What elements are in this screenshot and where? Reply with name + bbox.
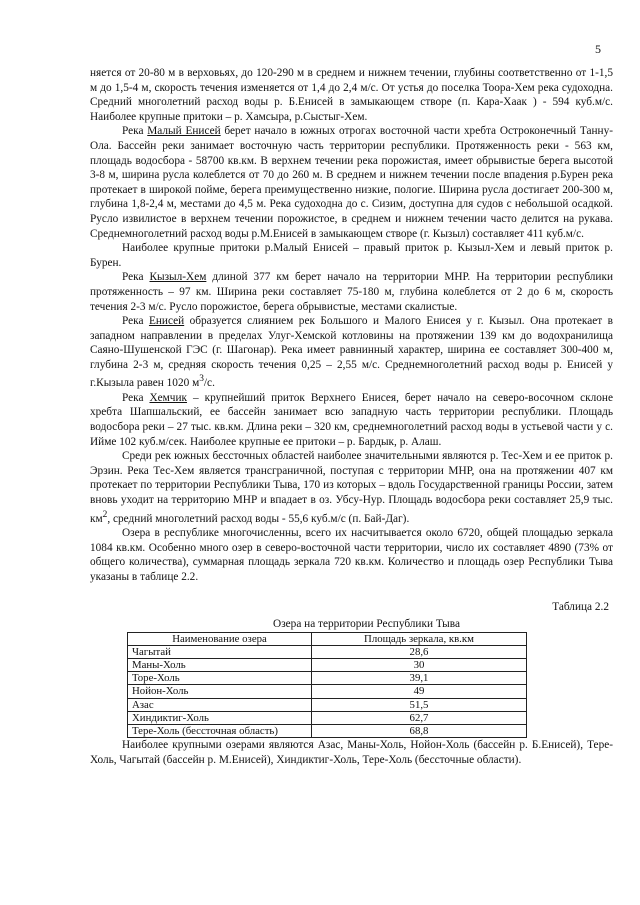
lake-name: Хиндиктиг-Холь (128, 711, 312, 724)
river-name: Енисей (148, 315, 185, 328)
paragraph: Наиболее крупными озерами являются Азас, Маны-Холь, Нойон-Холь (бассейн р. Б.Енисей), Тере-Холь, Чагытай (бассейн р. М.Енисей), Хиндиктиг-Холь, Тере-Холь (бессточные области). (90, 739, 613, 766)
lake-area: 39,1 (312, 672, 527, 685)
text: , средний многолетний расход воды - 55,6 куб.м/с (п. Бай-Даг). (107, 512, 410, 525)
river-name: Малый Енисей (147, 125, 221, 138)
table-title: Озера на территории Республики Тыва (273, 617, 460, 630)
lake-area: 49 (312, 685, 527, 698)
lake-name: Нойон-Холь (128, 685, 312, 698)
document-body (90, 66, 613, 767)
paragraph (90, 270, 613, 314)
text: длиной 377 км берет начало на территории МНР. На территории республики протяженность – 97 км. Ширина реки составляет 75-180 м, глубина колеблется от 2 до 6 м, скорость течения 2-3 м/с. Русло порожистое, берега обрывистые, местами скалистые. (90, 271, 613, 313)
lake-name: Тере-Холь (бессточная область) (128, 724, 312, 737)
text: образуется слиянием рек Большого и Малого Енисея у г. Кызыл. Она протекает в западном направлении в пределах Улуг-Хемской котловины на протяжении 139 км до водохранилища Саяно-Шушенской ГЭС (г. Шагонар). Река имеет равнинный характер, ширина ее составляет 300-400 м, глубина 2-3 м, средняя скорость течения 0,25 – 2,55 м/с. Среднемноголетний расход воды р. Енисей у г.Кызыла равен 1020 м (90, 315, 613, 390)
table-row (128, 645, 527, 658)
lake-area: 30 (312, 658, 527, 671)
paragraph (90, 124, 613, 241)
column-header-name: Наименование озера (128, 632, 312, 645)
text: берет начало в южных отрогах восточной части хребта Остроконечный Танну-Ола. Бассейн реки занимает восточную часть территории республики. Протяженность реки - 563 км, площадь водосбора - 58700 кв.км. В верхнем течении река порожистая, имеет обрывистые берега высотой 3-8 м, ширина русла колеблется от 70 до 260 м. В среднем и нижнем течении после впадения р.Бурен река протекает в широкой пойме, берега преимущественно низкие, пологие. Ширина русла достигает 200-300 м, глубина 1,8-2,4 м, местами до 4,5 м. Река судоходна до с. Сизим, доступна для судов с небольшой осадкой. Русло извилистое в верхнем течении порожистое, в среднем и нижнем течении часто делится на рукава. Среднемноголетний расход воды р.М.Енисей в замыкающем створе (г. Кызыл) составляет 411 куб.м/с. (90, 125, 613, 240)
column-header-area: Площадь зеркала, кв.км (312, 632, 527, 645)
lake-area: 62,7 (312, 711, 527, 724)
table-row (128, 724, 527, 737)
lake-area: 28,6 (312, 645, 527, 658)
table-row (128, 711, 527, 724)
paragraph: няется от 20-80 м в верховьях, до 120-290 м в среднем и нижнем течении, глубины соответственно от 1-1,5 м до 1,5-4 м, скорость течения изменяется от 1,4 до 2,4 м/с. От устья до поселка Тоора-Хем река судоходна. Средний многолетний расход воды р. Б.Енисей в замыкающем створе (п. Кара-Хаак ) - 594 куб.м/с. Наиболее крупные притоки – р. Хамсыра, р.Сыстыг-Хем. (90, 67, 613, 123)
paragraph (90, 449, 613, 526)
paragraph (90, 391, 613, 449)
superscript: 3 (199, 374, 204, 385)
text: Река (122, 315, 149, 328)
lake-name: Чагытай (128, 645, 312, 658)
text: – крупнейший приток Верхнего Енисея, берет начало на северо-восочном склоне хребта Шапшальский, ее бассейн занимает всю западную часть территории республики. Площадь водосбора реки – 27 тыс. кв.км. Длина реки – 320 км, среднемноголетний расход воды в устьевой части у с. Ийме 102 куб.м/сек. Наиболее крупные ее притоки – р. Бардык, р. Алаш. (90, 391, 613, 448)
lake-name: Маны-Холь (128, 658, 312, 671)
lakes-table (127, 632, 527, 739)
table-header-row (128, 632, 527, 645)
superscript: 2 (102, 509, 108, 520)
paragraph (90, 314, 613, 391)
lake-area: 51,5 (312, 698, 527, 711)
text: Река (122, 125, 148, 138)
river-name: Кызыл-Хем (149, 271, 207, 284)
paragraph: Озера в республике многочисленны, всего их насчитывается около 6720, общей площадью зеркала 1084 кв.км. Особенно много озер в северо-восточной части территории, число их составляет 4890 (73% от общего количества), суммарная площадь зеркала 720 кв.км. Количество и площадь озер Республики Тыва указаны в таблице 2.2. (90, 526, 613, 583)
text: Среди рек южных бессточных областей наиболее значительными являются р. Тес-Хем и ее приток р. Эрзин. Река Тес-Хем является трансграничной, поступая с территории МНР, она на протяжении 407 км протекает по территории Республики Тыва, 170 из которых – вдоль Государственной границы России, затем вновь уходит на территорию МНР и впадает в оз. Убсу-Нур. Площадь водосбора реки составляет 25,9 тыс. км (90, 450, 613, 525)
table-row (128, 698, 527, 711)
table-row (128, 658, 527, 671)
table-label: Таблица 2.2 (552, 601, 609, 614)
text: Река (122, 391, 150, 404)
page-number: 5 (595, 42, 601, 56)
text: Река (122, 271, 150, 284)
river-name: Хемчик (149, 391, 188, 404)
table-row (128, 685, 527, 698)
lake-name: Торе-Холь (128, 672, 312, 685)
text: /с. (203, 377, 215, 390)
lake-name: Азас (128, 698, 312, 711)
lake-area: 68,8 (312, 724, 527, 737)
paragraph: Наиболее крупные притоки р.Малый Енисей – правый приток р. Кызыл-Хем и левый приток р. Бурен. (90, 242, 613, 269)
table-row (128, 672, 527, 685)
